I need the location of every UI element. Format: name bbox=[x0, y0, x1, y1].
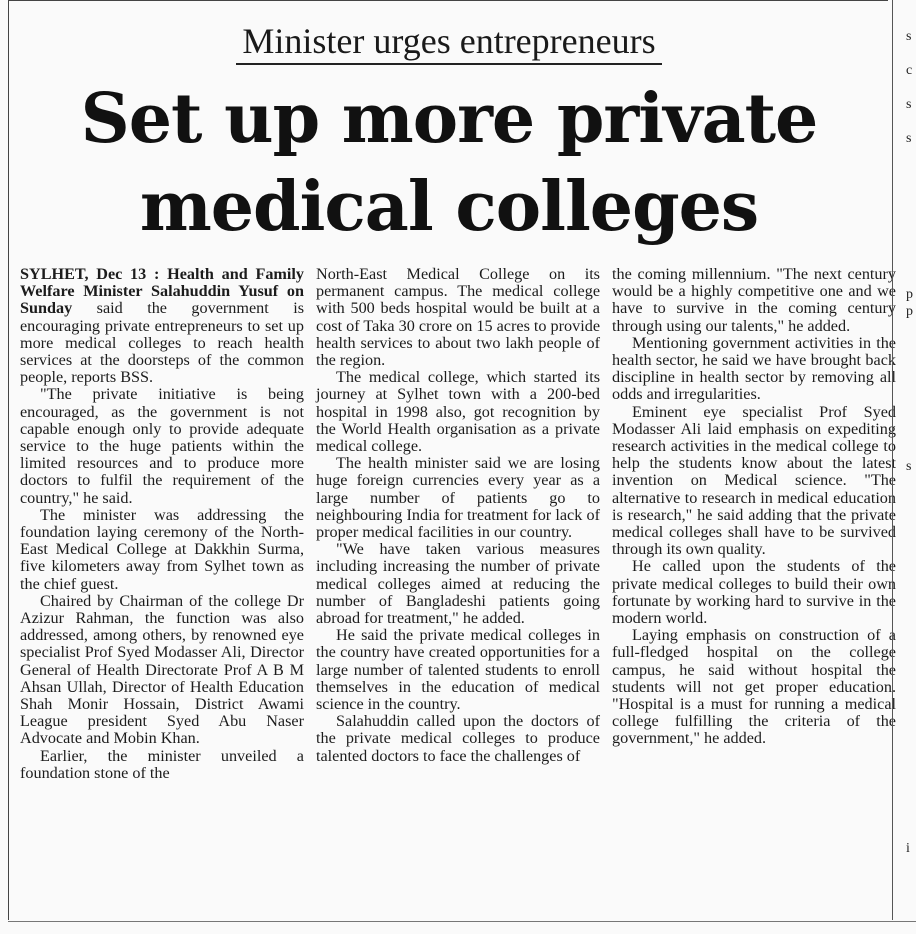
edge-letter: p bbox=[906, 287, 913, 302]
column-rule bbox=[892, 0, 893, 920]
edge-letter: s bbox=[906, 29, 912, 44]
paragraph: Salahuddin called upon the doctors of the private medical colleges to produce talented doctors to face the challenges of bbox=[316, 712, 600, 765]
headline bbox=[9, 75, 889, 251]
edge-letter: s bbox=[906, 97, 912, 112]
paragraph: The medical college, which started its journey at Sylhet town with a 200-bed hospital in 1998 also, got recognition by the World Health organisation as a private medical college. bbox=[316, 368, 600, 456]
edge-letter: p bbox=[906, 304, 913, 319]
article-body bbox=[20, 265, 896, 921]
headline-line-2: medical colleges bbox=[139, 167, 759, 247]
bottom-rule bbox=[8, 921, 916, 922]
column-1 bbox=[20, 266, 304, 921]
adjacent-article-edge bbox=[904, 0, 916, 920]
paragraph: Eminent eye specialist Prof Syed Modasser Ali laid emphasis on expediting research activities in the medical college to help the students know about the latest invention on Medical science. "The alternative to research in medical education is research," he said adding that the private medical colleges shall have to be survived through its own quality. bbox=[612, 402, 896, 559]
paragraph: The health minister said we are losing huge foreign currencies every year as a large number of patients go to neighbouring India for treatment for lack of proper medical facilities in our country. bbox=[316, 454, 600, 542]
column-3 bbox=[612, 266, 896, 921]
paragraph: He said the private medical colleges in the country have created opportunities for a large number of talented students to enroll themselves in the education of medical science in the country. bbox=[316, 626, 600, 714]
paragraph: "We have taken various measures including increasing the number of private medical colleges aimed at reducing the number of Bangladeshi patients going abroad for treatment," he added. bbox=[316, 540, 600, 628]
headline-line-1: Set up more private bbox=[80, 79, 818, 159]
column-2 bbox=[316, 266, 600, 921]
paragraph: The minister was addressing the foundation laying ceremony of the North-East Medical College at Dakkhin Surma, five kilometers away from Sylhet town as the chief guest. bbox=[20, 505, 304, 593]
paragraph: Mentioning government activities in the health sector, he said we have brought back discipline in health sector by removing all odds and irregularities. bbox=[612, 333, 896, 404]
kicker bbox=[9, 21, 889, 65]
paragraph: Earlier, the minister unveiled a foundation stone of the bbox=[20, 746, 304, 782]
paragraph: "The private initiative is being encouraged, as the government is not capable enough only to provide adequate service to the huge patients within the limited resources and to produce more doctors to fulfil the requirement of the country," he said. bbox=[20, 385, 304, 507]
paragraph: North-East Medical College on its permanent campus. The medical college with 500 beds hospital would be built at a cost of Taka 30 crore on 15 acres to provide health services to about two lakh people of the region. bbox=[316, 265, 600, 370]
kicker-text: Minister urges entrepreneurs bbox=[236, 21, 661, 65]
paragraph: said the government is encouraging private entrepreneurs to set up more medical colleges to reach health services at the doorsteps of the common people, reports BSS. bbox=[20, 299, 305, 387]
edge-letter: s bbox=[906, 131, 912, 146]
edge-letter: s bbox=[906, 459, 912, 474]
edge-letter: i bbox=[906, 841, 910, 856]
paragraph: He called upon the students of the private medical colleges to build their own fortunate by working hard to survive in the modern world. bbox=[612, 557, 896, 628]
paragraph: Laying emphasis on construction of a full-fledged hospital on the college campus, he said without hospital the students will not get proper education. "Hospital is a must for running a medical college fulfilling the criteria of the government," he added. bbox=[612, 626, 896, 748]
paragraph: Chaired by Chairman of the college Dr Azizur Rahman, the function was also addressed, among others, by renowned eye specialist Prof Syed Modasser Ali, Director General of Health Directorate Prof A B M Ahsan Ullah, Director of Health Education Shah Monir Hossain, District Awami League president Syed Abu Naser Advocate and Mobin Khan. bbox=[20, 591, 304, 748]
dateline-paragraph bbox=[20, 266, 304, 386]
dateline: SYLHET, Dec 13 : Health and Family Welfare Minister Salahuddin Yusuf on Sunday bbox=[20, 265, 304, 318]
edge-letter: c bbox=[906, 63, 913, 78]
paragraph: the coming millennium. "The next century would be a highly competitive one and we have to survive in the coming century through using our talents," he added. bbox=[612, 265, 896, 335]
